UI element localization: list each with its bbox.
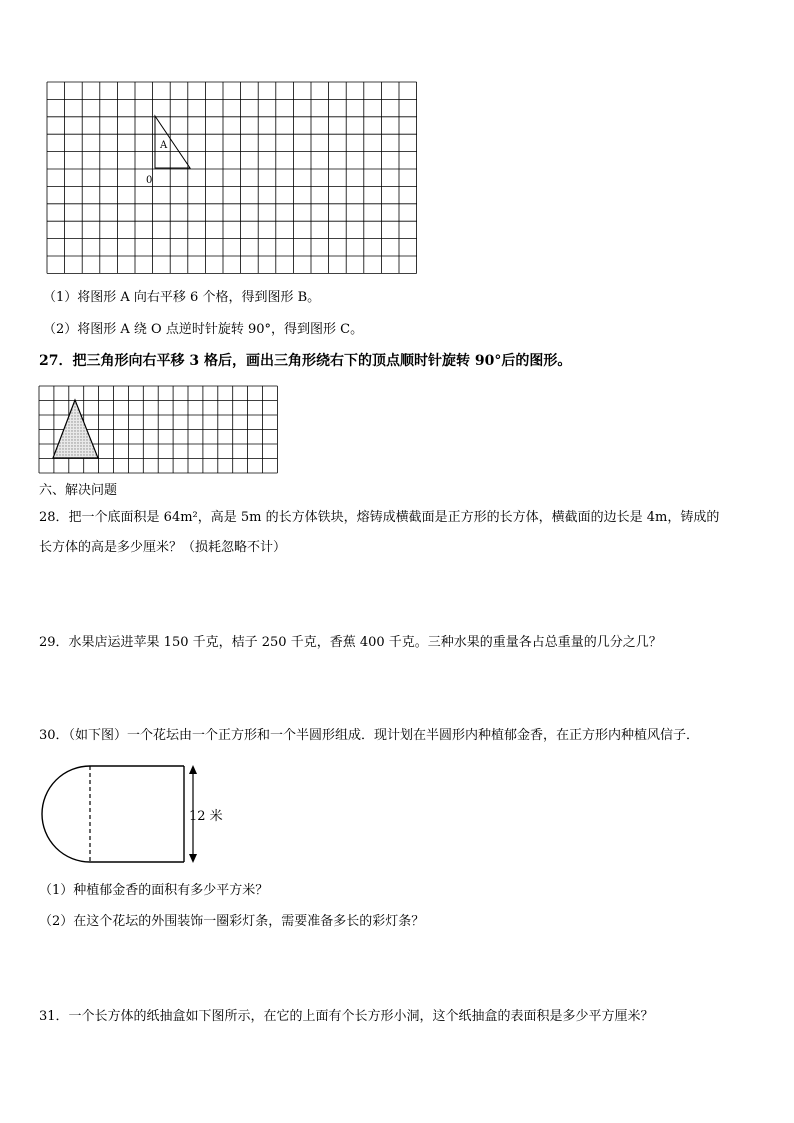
label-a: A (160, 140, 168, 151)
section-title: 六、解决问题 (39, 483, 118, 498)
flowerbed-figure (38, 762, 238, 866)
q29-text: 29．水果店运进苹果 150 千克，桔子 250 千克，香蕉 400 千克。三种水果的重量各占总重量的几分之几？ (39, 635, 662, 650)
q30-part1: （1）种植郁金香的面积有多少平方米？ (39, 883, 269, 898)
grid-figure-triangle (38, 385, 282, 475)
q26-part1: （1）将图形 A 向右平移 6 个格，得到图形 B。 (43, 290, 321, 305)
q28-line1: 28．把一个底面积是 64m²，高是 5m 的长方体铁块，熔铸成横截面是正方形的长方体，横截面的边长是 4m，铸成的 (39, 510, 720, 525)
grid-figure-a (46, 81, 426, 275)
q28-line2: 长方体的高是多少厘米？（损耗忽略不计） (39, 540, 287, 555)
arrowhead-up (189, 765, 197, 774)
q26-part2: （2）将图形 A 绕 O 点逆时针旋转 90°，得到图形 C。 (43, 322, 364, 337)
arrowhead-down (189, 854, 197, 863)
q27-text: 27．把三角形向右平移 3 格后，画出三角形绕右下的顶点顺时针旋转 90°后的图形。 (39, 353, 572, 369)
q30-text: 30．（如下图）一个花坛由一个正方形和一个半圆形组成．现计划在半圆形内种植郁金香，在正方形内种植风信子． (39, 728, 700, 743)
q31-text: 31．一个长方体的纸抽盒如下图所示，在它的上面有个长方形小洞，这个纸抽盒的表面积是多少平方厘米？ (39, 1009, 654, 1024)
q30-part2: （2）在这个花坛的外围装饰一圈彩灯条，需要准备多长的彩灯条？ (39, 914, 425, 929)
dimension-label: 12 米 (189, 809, 223, 824)
label-o: 0 (146, 175, 153, 186)
shaded-triangle (53, 400, 98, 458)
semicircle-outline (42, 766, 90, 862)
